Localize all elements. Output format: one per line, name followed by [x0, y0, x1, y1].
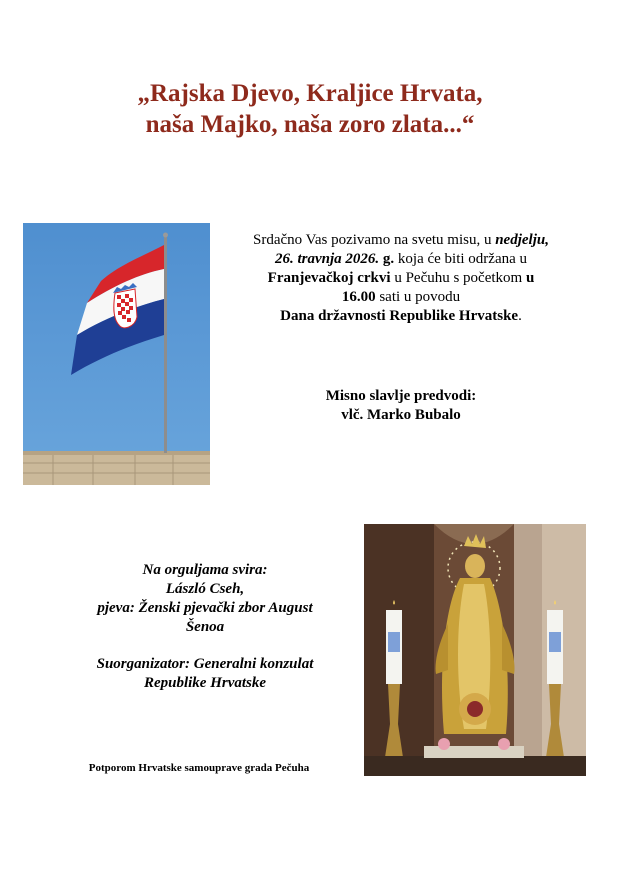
organist-name: László Cseh, [165, 581, 245, 597]
invite-text: koja će biti održana u [394, 251, 528, 267]
coorganizer-line-1: Suorganizator: Generalni konzulat [96, 656, 314, 672]
invite-church: Franjevačkoj crkvi [267, 270, 391, 286]
title-line-2: naša Majko, naša zoro zlata...“ [145, 111, 475, 138]
statue-illustration [364, 524, 586, 776]
music-block [60, 561, 350, 637]
invite-text: Srdačno Vas pozivamo na svetu misu, u [253, 232, 496, 248]
organ-label: Na orguljama svira: [142, 562, 268, 578]
choir-line-2: Šenoa [185, 619, 225, 635]
virgin-mary-statue-photo [364, 524, 586, 776]
invite-date-suffix: g. [379, 251, 395, 267]
invite-occasion: Dana državnosti Republike Hrvatske [280, 308, 519, 324]
celebrant-label: Misno slavlje predvodi: [325, 388, 477, 404]
title-line-1: „Rajska Djevo, Kraljice Hrvata, [137, 80, 483, 107]
coorganizer-line-2: Republike Hrvatske [143, 675, 267, 691]
choir-line-1: pjeva: Ženski pjevački zbor August [97, 600, 313, 616]
invite-text: . [518, 308, 522, 324]
invitation-title [0, 78, 620, 140]
celebrant-block [216, 387, 586, 425]
celebrant-name: vlč. Marko Bubalo [341, 407, 461, 423]
croatian-flag-photo [23, 223, 210, 485]
invite-text: sati u povodu [375, 289, 461, 305]
coorganizer-block [60, 655, 350, 693]
flag-illustration [23, 223, 210, 485]
invite-time: 16.00 [341, 289, 376, 305]
support-note: Potporom Hrvatske samouprave grada Pečuha [88, 762, 310, 774]
invite-time-prefix: u [525, 270, 535, 286]
invite-date: 26. travnja 2026. [274, 251, 380, 267]
invitation-text [216, 231, 586, 326]
invite-text: u Pečuhu s početkom [390, 270, 526, 286]
invite-day: nedjelju, [495, 232, 549, 248]
